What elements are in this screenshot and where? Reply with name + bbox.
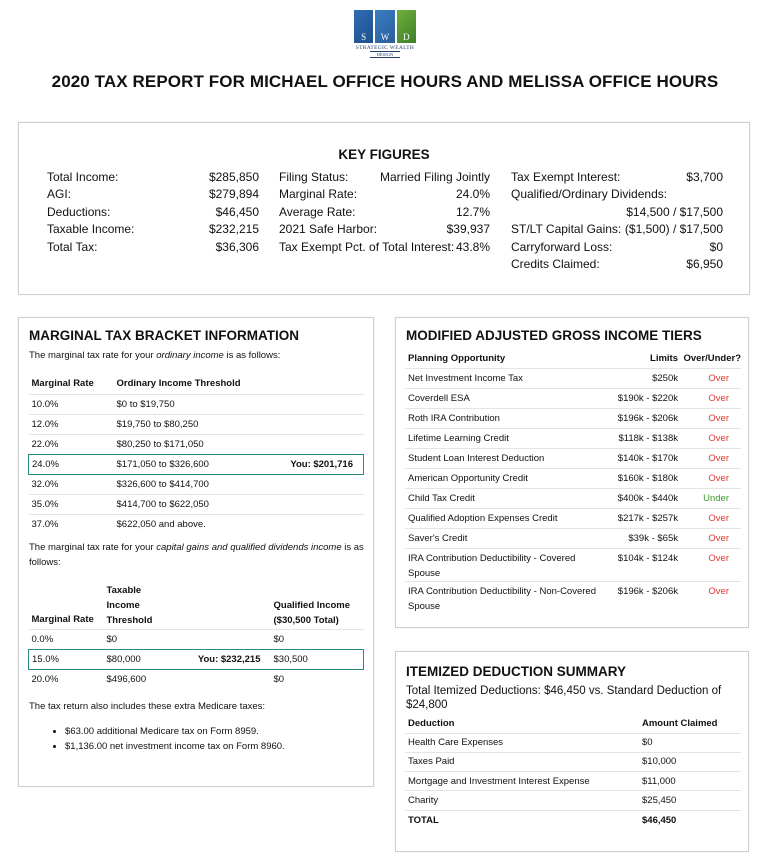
magi-limits: $217k - $257k — [610, 508, 678, 528]
cg-bracket-row — [29, 669, 364, 689]
magi-status: Over — [678, 548, 741, 581]
bracket-you — [264, 394, 364, 414]
logo-tile-w — [375, 10, 394, 43]
magi-row — [405, 368, 741, 388]
magi-row — [405, 581, 741, 614]
cg-you: You: $232,215 — [191, 649, 271, 669]
intro-text: is as follows: — [29, 542, 364, 568]
magi-opportunity: Lifetime Learning Credit — [405, 428, 610, 448]
key-figure-label: Deductions: — [47, 204, 111, 219]
deduction-amount: $25,450 — [639, 791, 741, 810]
intro-text: is as follows: — [223, 350, 281, 361]
col-header-amount: Amount Claimed — [642, 717, 718, 729]
magi-limits: $196k - $206k — [610, 408, 678, 428]
magi-table — [405, 349, 741, 614]
key-figure-value: $6,950 — [686, 256, 723, 271]
medicare-list — [65, 724, 285, 754]
bracket-rate: 37.0% — [29, 514, 114, 534]
key-figure-row — [511, 239, 723, 256]
magi-opportunity: American Opportunity Credit — [405, 468, 610, 488]
magi-limits: $190k - $220k — [610, 388, 678, 408]
key-figures-column-3 — [511, 169, 723, 273]
magi-opportunity: IRA Contribution Deductibility - Non-Covered Spouse — [405, 581, 610, 614]
key-figure-value: Married Filing Jointly — [379, 170, 490, 184]
key-figure-label: ST/LT Capital Gains: — [511, 222, 622, 237]
magi-limits: $39k - $65k — [610, 528, 678, 548]
deduction-row — [405, 791, 741, 810]
magi-status: Over — [678, 388, 741, 408]
cg-rate: 15.0% — [29, 649, 104, 669]
key-figure-row — [511, 204, 723, 221]
deduction-total-label: TOTAL — [405, 810, 639, 829]
key-figure-label: Total Income: — [47, 170, 119, 184]
key-figure-value: ($1,500) / $17,500 — [624, 222, 723, 237]
magi-opportunity: Net Investment Income Tax — [405, 368, 610, 388]
key-figure-value: $46,450 — [215, 204, 259, 219]
deduction-row — [405, 733, 741, 752]
deduction-amount: $10,000 — [639, 752, 741, 771]
header-line: Taxable — [106, 584, 142, 596]
key-figure-row — [279, 204, 490, 221]
magi-limits: $250k — [610, 368, 678, 388]
key-figure-label: Tax Exempt Interest: — [511, 170, 621, 184]
magi-opportunity: Coverdell ESA — [405, 388, 610, 408]
bracket-row — [29, 474, 364, 494]
header-line: Qualified Income — [273, 599, 351, 611]
col-header-rate: Marginal Rate — [31, 378, 94, 390]
key-figure-label: Credits Claimed: — [511, 256, 600, 271]
bracket-threshold: $622,050 and above. — [114, 514, 264, 534]
key-figure-row — [511, 169, 723, 186]
marginal-tax-bracket-card — [18, 317, 374, 787]
report-title: 2020 TAX REPORT FOR MICHAEL OFFICE HOURS AND MELISSA OFFICE HOURS — [51, 72, 719, 91]
medicare-intro: The tax return also includes these extra Medicare taxes: — [29, 701, 266, 712]
logo-tile-s — [354, 10, 373, 43]
intro-text: The marginal tax rate for your — [29, 350, 157, 361]
col-header-status: Over/Under? — [683, 352, 741, 364]
magi-tiers-card — [395, 317, 749, 628]
bracket-you — [264, 434, 364, 454]
magi-status: Over — [678, 448, 741, 468]
logo-sub: DESIGN — [370, 51, 400, 58]
key-figure-row — [47, 169, 259, 186]
intro-emphasis: capital gains and qualified dividends income — [156, 542, 342, 553]
deduction-name: Charity — [405, 791, 639, 810]
magi-opportunity: Child Tax Credit — [405, 488, 610, 508]
bracket-threshold: $414,700 to $622,050 — [114, 494, 264, 514]
itemized-heading: ITEMIZED DEDUCTION SUMMARY — [406, 664, 626, 679]
key-figures-column-2 — [279, 169, 490, 256]
key-figure-value: $3,700 — [686, 170, 723, 184]
intro-text: The marginal tax rate for your — [29, 542, 157, 553]
col-header-threshold: Ordinary Income Threshold — [116, 378, 241, 390]
magi-row — [405, 428, 741, 448]
magi-status: Over — [678, 508, 741, 528]
magi-opportunity: Saver's Credit — [405, 528, 610, 548]
logo-name: STRATEGIC WEALTH — [355, 45, 415, 51]
company-logo — [354, 10, 416, 60]
magi-status: Over — [678, 581, 741, 614]
ordinary-bracket-table — [28, 374, 364, 534]
magi-status: Under — [678, 488, 741, 508]
bracket-row — [29, 394, 364, 414]
bracket-you — [264, 414, 364, 434]
magi-row — [405, 508, 741, 528]
magi-opportunity: Qualified Adoption Expenses Credit — [405, 508, 610, 528]
magi-row — [405, 388, 741, 408]
medicare-item: • $1,136.00 net investment income tax on Form 8960. — [65, 739, 285, 754]
deduction-name: Mortgage and Investment Interest Expense — [405, 772, 639, 791]
bracket-row — [29, 454, 364, 474]
itemized-deduction-card — [395, 651, 749, 852]
medicare-item: • $63.00 additional Medicare tax on Form 8959. — [65, 724, 285, 739]
magi-row — [405, 548, 741, 581]
key-figure-value: $285,850 — [208, 170, 259, 184]
magi-status: Over — [678, 428, 741, 448]
bracket-rate: 10.0% — [29, 394, 114, 414]
magi-status: Over — [678, 528, 741, 548]
bracket-rate: 24.0% — [29, 454, 114, 474]
key-figure-row — [511, 256, 723, 273]
ordinary-intro — [29, 348, 365, 363]
capital-gains-bracket-table — [28, 582, 364, 689]
key-figure-row — [47, 239, 259, 256]
bracket-threshold: $80,250 to $171,050 — [114, 434, 264, 454]
cg-you — [191, 669, 271, 689]
logo-tiles — [354, 10, 416, 43]
itemized-table — [405, 714, 741, 829]
key-figure-label: Filing Status: — [279, 170, 349, 184]
deduction-amount: $0 — [639, 733, 741, 752]
key-figure-value: $0 — [709, 239, 723, 254]
cg-bracket-row — [29, 649, 364, 669]
magi-status: Over — [678, 368, 741, 388]
key-figure-value: $279,894 — [208, 187, 259, 202]
magi-row — [405, 528, 741, 548]
intro-emphasis: ordinary income — [156, 350, 224, 361]
cg-bracket-row — [29, 629, 364, 649]
marginal-heading: MARGINAL TAX BRACKET INFORMATION — [29, 328, 299, 343]
key-figure-value: $232,215 — [208, 222, 259, 237]
deduction-total-row — [405, 810, 741, 829]
cg-header-qualified — [271, 582, 364, 629]
cg-you — [191, 629, 271, 649]
header-line: Income — [106, 599, 140, 611]
bracket-threshold: $0 to $19,750 — [114, 394, 264, 414]
key-figure-row — [279, 239, 490, 256]
magi-row — [405, 448, 741, 468]
bracket-row — [29, 414, 364, 434]
cg-qualified: $30,500 — [271, 649, 364, 669]
cg-rate: 20.0% — [29, 669, 104, 689]
key-figure-label: Qualified/Ordinary Dividends: — [511, 187, 668, 202]
deduction-row — [405, 772, 741, 791]
capital-gains-intro — [29, 540, 365, 570]
key-figure-label: 2021 Safe Harbor: — [279, 222, 378, 237]
bracket-threshold: $171,050 to $326,600 — [114, 454, 264, 474]
bracket-threshold: $19,750 to $80,250 — [114, 414, 264, 434]
key-figure-row — [279, 169, 490, 186]
key-figure-label: Carryforward Loss: — [511, 239, 613, 254]
magi-limits: $160k - $180k — [610, 468, 678, 488]
key-figure-label: AGI: — [47, 187, 72, 202]
logo-letter: S — [361, 32, 367, 42]
magi-opportunity: Roth IRA Contribution — [405, 408, 610, 428]
bracket-row — [29, 434, 364, 454]
key-figure-row — [47, 221, 259, 238]
deduction-row — [405, 752, 741, 771]
magi-row — [405, 468, 741, 488]
deduction-amount: $11,000 — [639, 772, 741, 791]
key-figure-label: Total Tax: — [47, 239, 98, 254]
col-header-opportunity: Planning Opportunity — [408, 352, 506, 364]
bracket-row — [29, 514, 364, 534]
col-header-limits: Limits — [650, 352, 678, 364]
bracket-rate: 12.0% — [29, 414, 114, 434]
bracket-rate: 32.0% — [29, 474, 114, 494]
key-figure-value: $14,500 / $17,500 — [626, 204, 723, 219]
deduction-name: Taxes Paid — [405, 752, 639, 771]
cg-rate: 0.0% — [29, 629, 104, 649]
key-figure-row — [511, 186, 723, 203]
key-figure-label: Taxable Income: — [47, 222, 135, 237]
cg-threshold: $80,000 — [104, 649, 191, 669]
magi-opportunity: Student Loan Interest Deduction — [405, 448, 610, 468]
key-figure-label: Marginal Rate: — [279, 187, 358, 202]
bracket-you: You: $201,716 — [264, 454, 364, 474]
header-line: ($30,500 Total) — [273, 614, 339, 626]
header-line: Threshold — [106, 614, 153, 626]
magi-heading: MODIFIED ADJUSTED GROSS INCOME TIERS — [406, 328, 702, 343]
key-figures-heading: KEY FIGURES — [338, 147, 430, 162]
cg-threshold: $496,600 — [104, 669, 191, 689]
magi-limits: $104k - $124k — [610, 548, 678, 581]
key-figure-row — [47, 204, 259, 221]
cg-header-you — [191, 582, 271, 629]
magi-row — [405, 488, 741, 508]
magi-limits: $140k - $170k — [610, 448, 678, 468]
col-header-deduction: Deduction — [408, 717, 455, 729]
magi-limits: $400k - $440k — [610, 488, 678, 508]
bracket-rate: 35.0% — [29, 494, 114, 514]
key-figure-row — [279, 186, 490, 203]
key-figure-label: Average Rate: — [279, 204, 356, 219]
deduction-total-amount: $46,450 — [639, 810, 741, 829]
logo-letter: W — [380, 32, 390, 42]
key-figure-row — [47, 186, 259, 203]
bracket-you — [264, 514, 364, 534]
bracket-row — [29, 494, 364, 514]
magi-status: Over — [678, 468, 741, 488]
logo-letter: D — [403, 32, 410, 42]
key-figures-column-1 — [47, 169, 259, 256]
magi-row — [405, 408, 741, 428]
magi-opportunity: IRA Contribution Deductibility - Covered Spouse — [405, 548, 610, 581]
key-figure-value: 12.7% — [455, 204, 490, 219]
bracket-rate: 22.0% — [29, 434, 114, 454]
itemized-summary: Total Itemized Deductions: $46,450 vs. Standard Deduction of $24,800 — [406, 685, 722, 711]
cg-header-threshold — [104, 582, 191, 629]
magi-limits: $118k - $138k — [610, 428, 678, 448]
key-figure-value: 43.8% — [455, 239, 490, 254]
bracket-you — [264, 474, 364, 494]
key-figure-value: 24.0% — [455, 187, 490, 202]
cg-qualified: $0 — [271, 669, 364, 689]
bracket-threshold: $326,600 to $414,700 — [114, 474, 264, 494]
cg-header-rate: Marginal Rate — [31, 613, 94, 625]
bracket-you — [264, 494, 364, 514]
key-figure-value: $36,306 — [215, 239, 259, 254]
deduction-name: Health Care Expenses — [405, 733, 639, 752]
logo-tile-d — [397, 10, 416, 43]
key-figures-card — [18, 122, 750, 295]
key-figure-row — [279, 221, 490, 238]
magi-limits: $196k - $206k — [610, 581, 678, 614]
key-figure-value: $39,937 — [446, 222, 490, 237]
magi-status: Over — [678, 408, 741, 428]
cg-threshold: $0 — [104, 629, 191, 649]
key-figure-label: Tax Exempt Pct. of Total Interest: — [279, 239, 455, 254]
key-figure-row — [511, 221, 723, 238]
cg-qualified: $0 — [271, 629, 364, 649]
